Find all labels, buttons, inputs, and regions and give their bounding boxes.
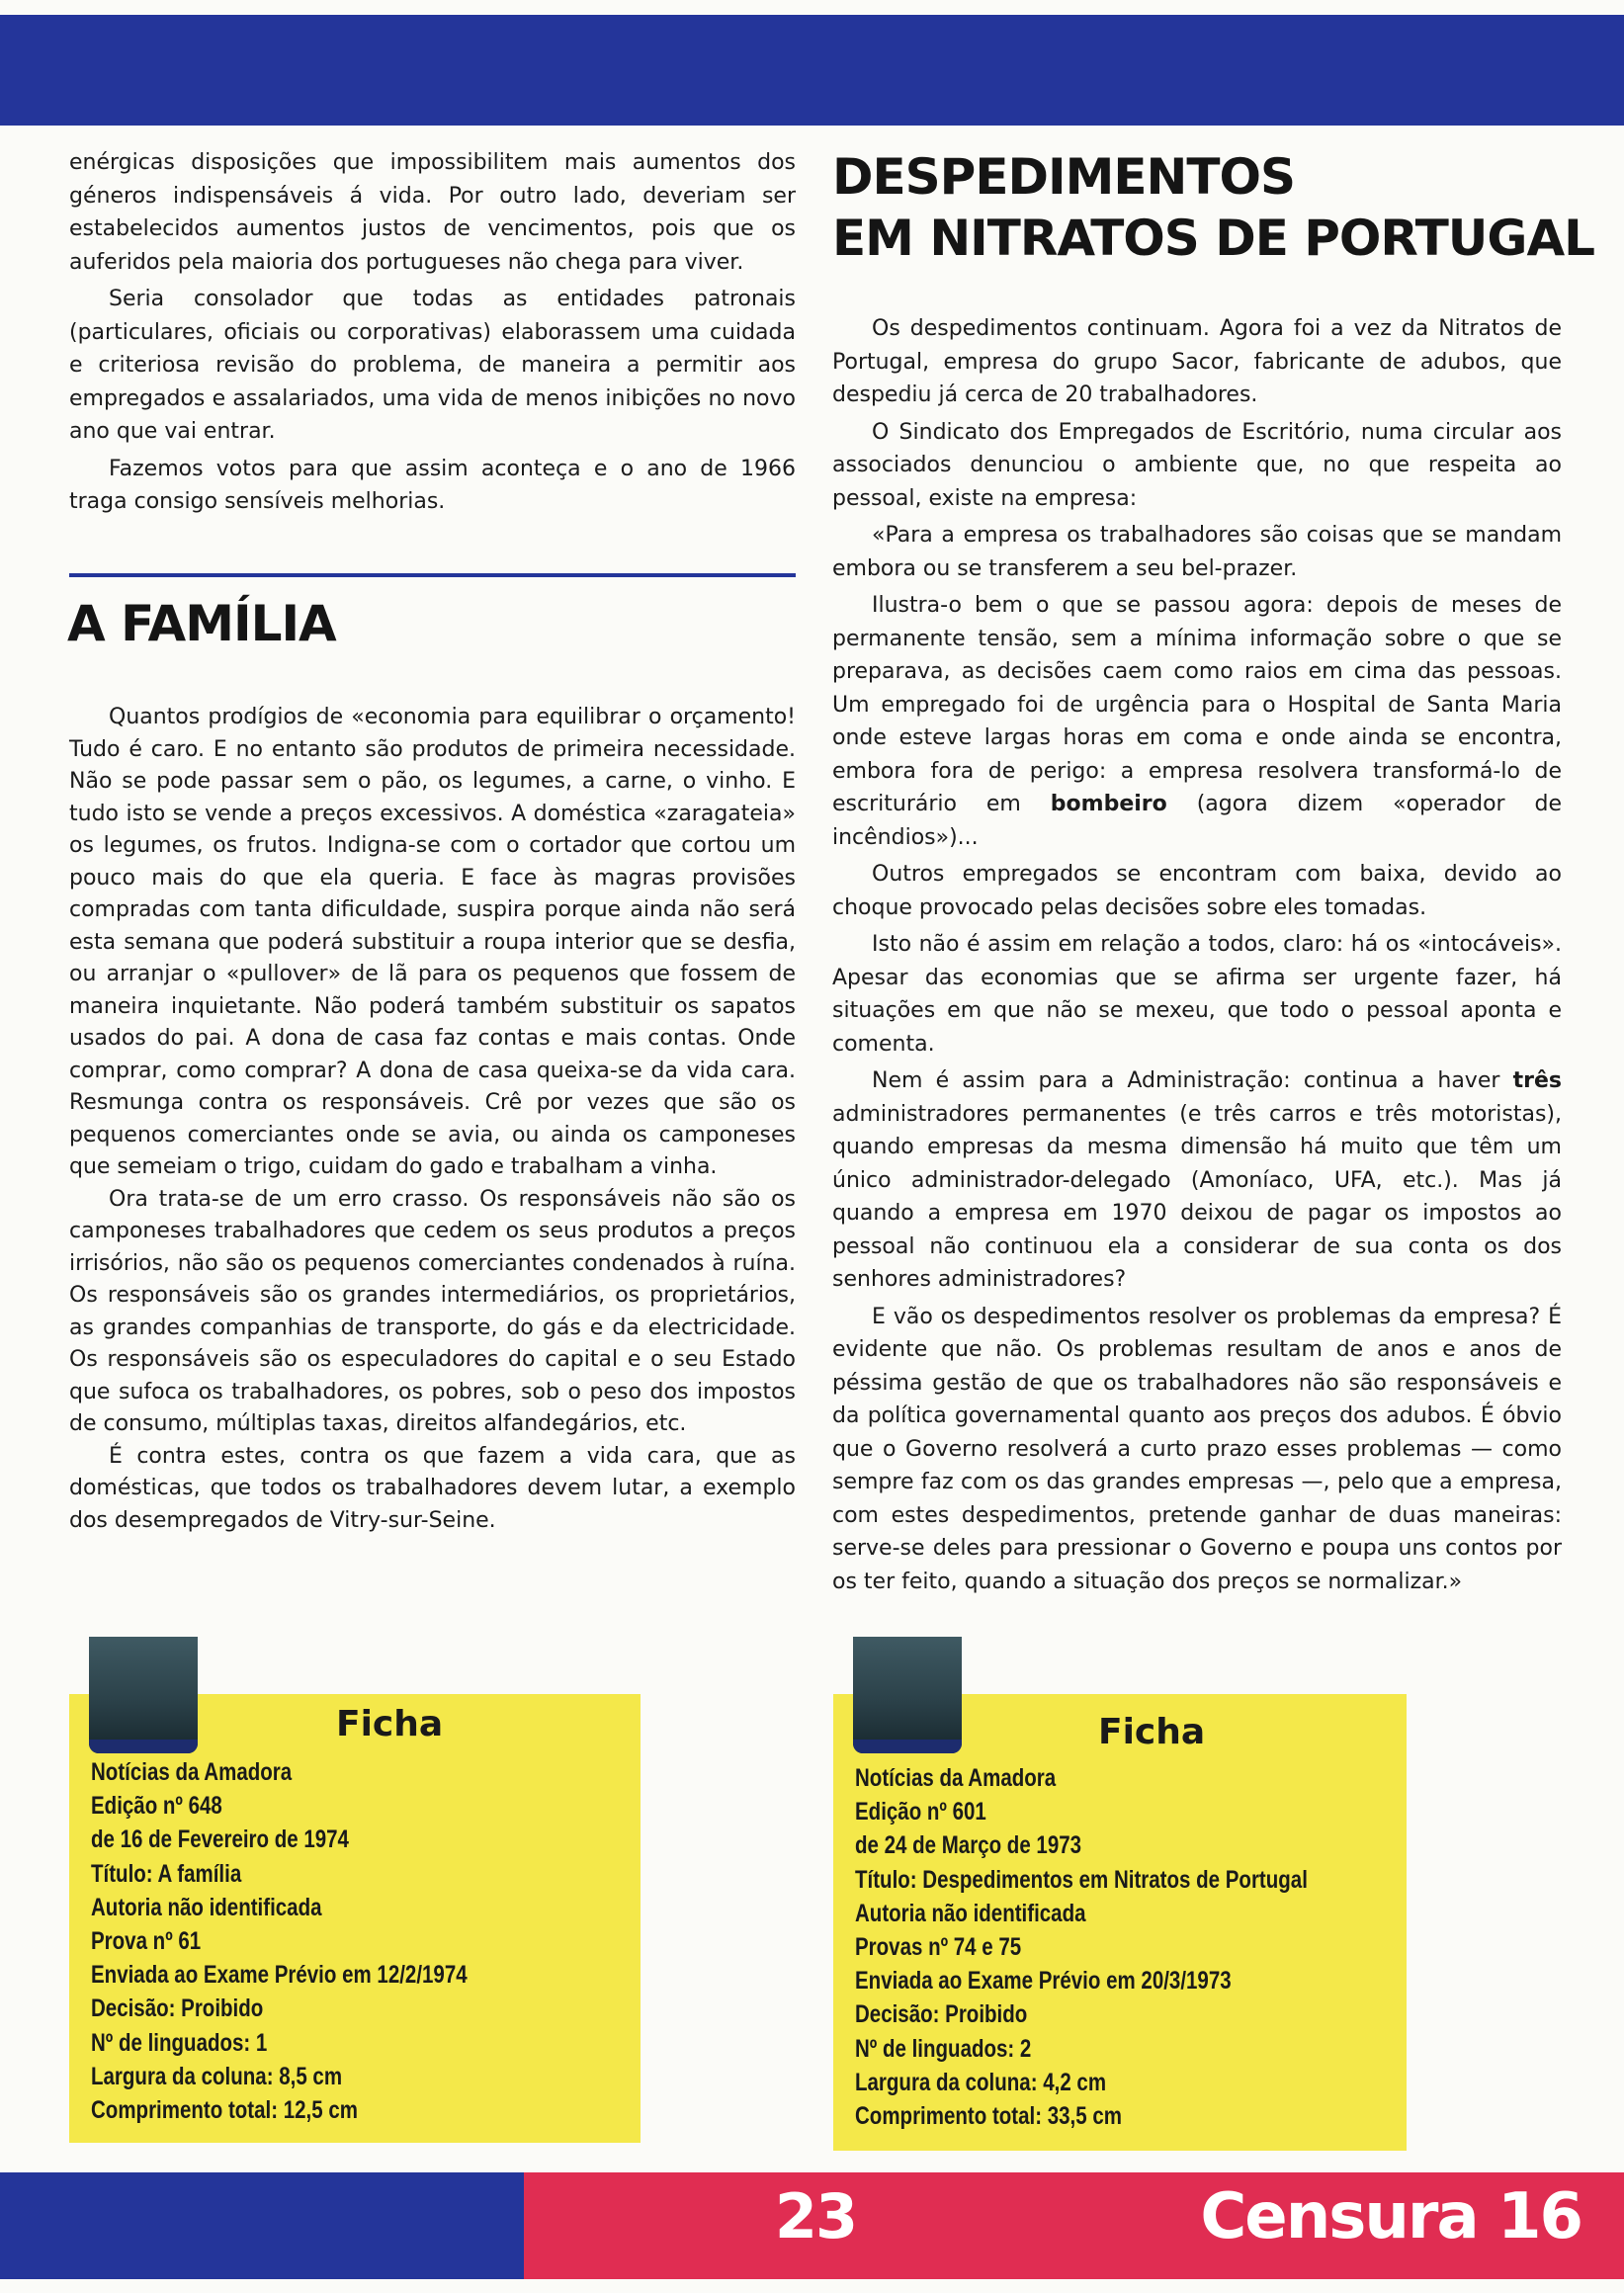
ficha-line: Largura da coluna: 8,5 cm: [91, 2062, 343, 2090]
text-run: administradores permanentes (e três carros e três motoristas), quando empresas da mesma dimensão há muito que têm um único administrador-delegado (Amoníaco, UFA, etc.). Mas já quando a empresa em 1970 deixou de pagar os impostos ao pessoal não continuou ela a considerar de sua conta os dos senhores administradores?: [832, 1101, 1562, 1292]
ficha-line: Notícias da Amadora: [91, 1758, 293, 1786]
ficha-line: Autoria não identificada: [855, 1899, 1086, 1927]
ficha-line: Título: Despedimentos em Nitratos de Portugal: [855, 1865, 1308, 1894]
ficha-line: Provas nº 74 e 75: [855, 1933, 1022, 1962]
ficha-line: Decisão: Proibido: [855, 2000, 1028, 2029]
ficha-line: de 16 de Fevereiro de 1974: [91, 1826, 349, 1854]
article-despedimentos-body: [832, 312, 1562, 1602]
ficha-line: Comprimento total: 12,5 cm: [91, 2096, 358, 2125]
paragraph: [832, 589, 1562, 854]
paragraph: Os despedimentos continuam. Agora foi a vez da Nitratos de Portugal, empresa do grupo Sacor, fabricante de adubos, que despediu já cerca de 20 trabalhadores.: [832, 316, 1562, 407]
ficha-lines: [91, 1755, 550, 2127]
ficha-line: Título: A família: [91, 1859, 242, 1888]
paragraph: Seria consolador que todas as entidades patronais (particulares, oficiais ou corporativas) elaborassem uma cuidada e criteriosa revisão do problema, de maneira a permitir aos empregados e assalariados, uma vida de menos inibições no novo ano que vai entrar.: [69, 287, 796, 444]
heading-line: EM NITRATOS DE PORTUGAL: [832, 210, 1594, 267]
top-color-bar: [0, 15, 1624, 126]
ficha-line: Comprimento total: 33,5 cm: [855, 2102, 1122, 2131]
ficha-line: Prova nº 61: [91, 1927, 202, 1956]
ficha-line: Decisão: Proibido: [91, 1995, 264, 2023]
ficha-line: de 24 de Março de 1973: [855, 1831, 1082, 1860]
ficha-line: Largura da coluna: 4,2 cm: [855, 2068, 1107, 2096]
paragraph: E vão os despedimentos resolver os problemas da empresa? É evidente que não. Os problemas resultam de anos e anos de péssima gestão de que os trabalhadores não são responsáveis e da política governamental quanto aos preços dos adubos. É óbvio que o Governo resolverá a curto prazo esses problemas — como sempre faz com os das grandes empresas —, pelo que a empresa, com estes despedimentos, pretende ganhar de duas maneiras: serve-se deles para pressionar o Governo e poupa uns contos por os ter feito, quando a situação dos preços se normalizar.»: [832, 1304, 1562, 1594]
paragraph: Fazemos votos para que assim aconteça e o ano de 1966 traga consigo sensíveis melhorias.: [69, 456, 796, 514]
paragraph: Isto não é assim em relação a todos, claro: há os «intocáveis». Apesar das economias que se afirma ser urgente fazer, há situações em que não se mexeu, que todo o pessoal aponta e comenta.: [832, 932, 1562, 1057]
paragraph: É contra estes, contra os que fazem a vida cara, que as domésticas, que todos os trabalhadores devem lutar, a exemplo dos desempregados de Vitry-sur-Seine.: [69, 1443, 796, 1533]
ficha-tab-decoration: [89, 1637, 198, 1753]
bold-word: bombeiro: [1050, 792, 1167, 816]
paragraph: Quantos prodígios de «economia para equilibrar o orçamento! Tudo é caro. E no entanto são produtos de primeira necessidade. Não se pode passar sem o pão, os legumes, a carne, o vinho. E tudo isto se vende a preços excessivos. A doméstica «zaragateia» os legumes, os frutos. Indigna-se com o cortador que cortou um pouco mais do que ela queria. E face às magras provisões compradas com tanta dificuldade, suspira porque ainda não será esta semana que poderá substituir a roupa interior que se desfia, ou arranjar o «pullover» de lã para os pequenos que fossem de maneira inquietante. Não poderá também substituir os sapatos usados do pai. A dona de casa faz contas e mais contas. Onde comprar, como comprar? A dona de casa queixa-se da vida cara. Resmunga contra os responsáveis. Crê por vezes que são os pequenos comerciantes onde se avia, ou ainda os camponeses que semeiam o trigo, cuidam do gado e trabalham a vinha.: [69, 705, 796, 1179]
ficha-line: Autoria não identificada: [91, 1893, 322, 1921]
text-run: (agora dizem «operador de incêndios»)...: [832, 792, 1563, 850]
heading-line: DESPEDIMENTOS: [832, 148, 1295, 206]
paragraph: «Para a empresa os trabalhadores são coisas que se mandam embora ou se transferem a seu bel-prazer.: [832, 523, 1562, 581]
ficha-line: Edição nº 648: [91, 1792, 222, 1821]
ficha-line: Nº de linguados: 2: [855, 2034, 1032, 2063]
footer-blue-bar: [0, 2172, 524, 2279]
paragraph: [832, 1064, 1562, 1297]
section-divider: [69, 573, 796, 577]
ficha-box-left: [69, 1694, 641, 2143]
ficha-line: Edição nº 601: [855, 1798, 986, 1826]
ficha-line: Nº de linguados: 1: [91, 2028, 268, 2057]
text-run: Ilustra-o bem o que se passou agora: depois de meses de permanente tensão, sem a mínima informação sobre o que se preparava, as decisões caem como raios em cima das pessoas. Um empregado foi de urgência para o Hospital de Santa Maria onde esteve largas horas em coma e onde ainda se encontra, embora fora de perigo: a empresa resolvera transformá-lo de escriturário em: [832, 593, 1562, 816]
paragraph: Outros empregados se encontram com baixa, devido ao choque provocado pelas decisões sobre eles tomadas.: [832, 862, 1562, 920]
article-heading-familia: A FAMÍLIA: [67, 595, 336, 652]
paragraph: Ora trata-se de um erro crasso. Os responsáveis não são os camponeses trabalhadores que cedem os seus produtos a preços irrisórios, não são os pequenos comerciantes condenados à ruína. Os responsáveis são os grandes intermediários, os proprietários, as grandes companhias de transporte, do gás e da electricidade. Os responsáveis são os especuladores do capital e o seu Estado que sufoca os trabalhadores, os pobres, sob o peso dos impostos de consumo, múltiplas taxas, direitos alfandegários, etc.: [69, 1186, 796, 1436]
ficha-box-right: [833, 1694, 1407, 2151]
article-familia-body: [69, 702, 796, 1537]
ficha-title: Ficha: [336, 1704, 444, 1744]
ficha-lines: [855, 1761, 1407, 2133]
paragraph: O Sindicato dos Empregados de Escritório, numa circular aos associados denunciou o ambiente que, no que respeita ao pessoal, existe na empresa:: [832, 419, 1562, 511]
ficha-title: Ficha: [1098, 1712, 1206, 1752]
page-number: 23: [774, 2180, 857, 2252]
publication-title: Censura 16: [1200, 2180, 1581, 2253]
ficha-line: Enviada ao Exame Prévio em 12/2/1974: [91, 1961, 468, 1990]
left-intro-text: [69, 146, 796, 523]
ficha-line: Enviada ao Exame Prévio em 20/3/1973: [855, 1967, 1232, 1996]
ficha-tab-decoration: [853, 1637, 962, 1753]
text-run: Nem é assim para a Administração: continua a haver: [872, 1068, 1513, 1093]
paragraph: enérgicas disposições que impossibilitem mais aumentos dos géneros indispensáveis á vida. Por outro lado, deveriam ser estabelecidos aumentos justos de vencimentos, pois que os auferidos pela maioria dos portugueses não chega para viver.: [69, 150, 796, 275]
article-heading-despedimentos: [832, 146, 1594, 269]
ficha-line: Notícias da Amadora: [855, 1764, 1057, 1792]
bold-word: três: [1512, 1068, 1562, 1093]
